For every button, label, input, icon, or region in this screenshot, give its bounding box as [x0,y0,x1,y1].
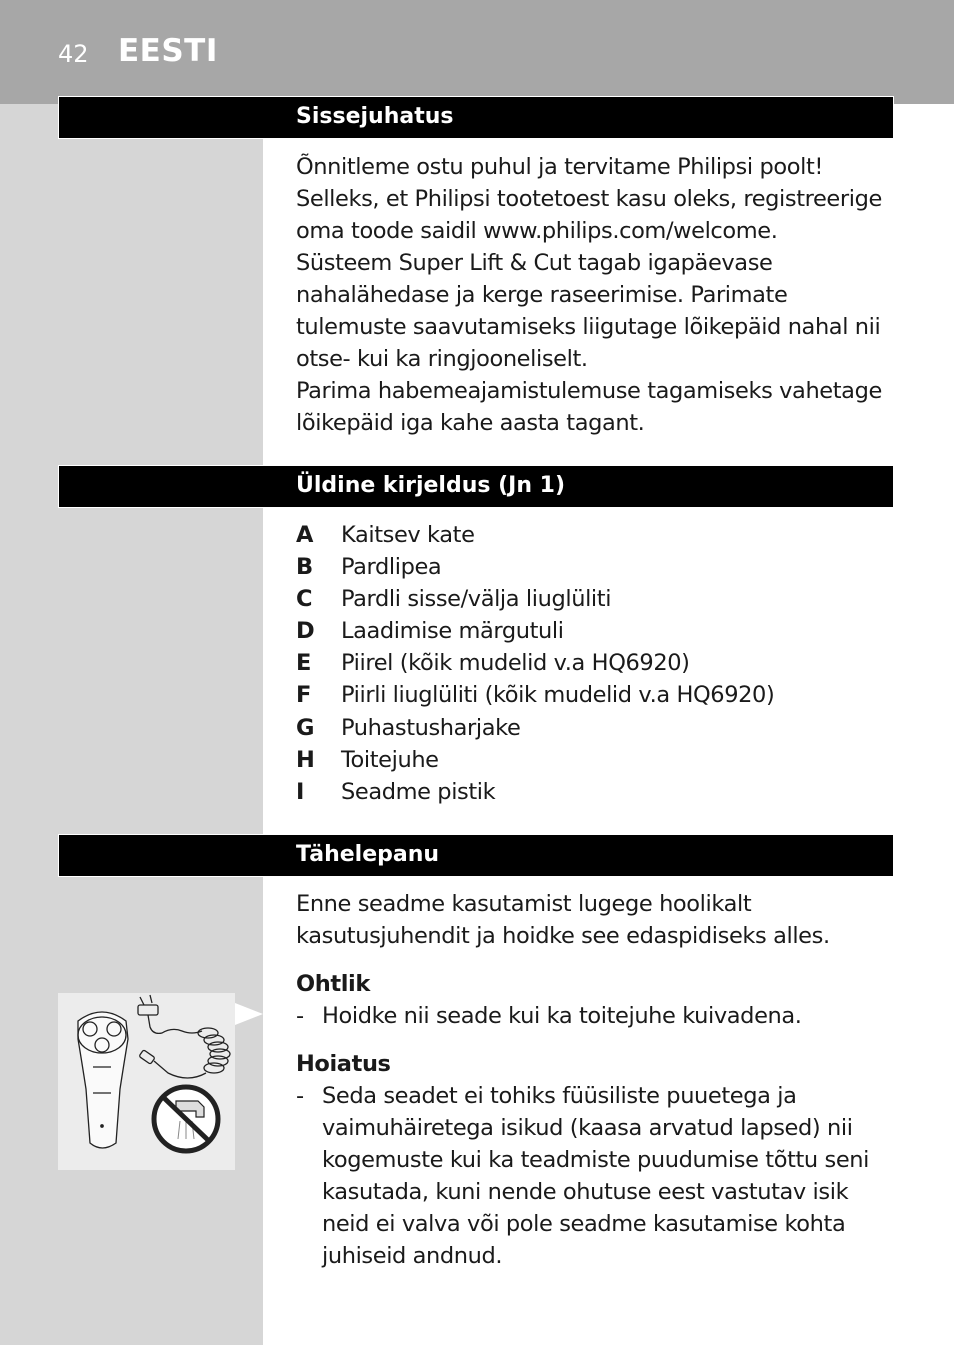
list-item [296,519,896,551]
warning-line: vaimuhäiretega isikud (kaasa arvatud lapsed) nii [322,1115,853,1141]
item-text: Laadimise märgutuli [341,618,564,645]
list-item [296,583,896,615]
list-item [296,744,896,776]
intro-text [296,151,896,439]
page-number: 42 [58,40,89,68]
item-text: Pardlipea [341,554,442,581]
list-item [296,615,896,647]
item-text: Kaitsev kate [341,522,475,548]
list-item [296,776,896,808]
intro-line: otse- kui ka ringjooneliselt. [296,346,588,372]
important-text [296,888,896,1272]
danger-heading: Ohtlik [296,971,370,997]
intro-line: Parima habemeajamistulemuse tagamiseks vahetage [296,378,882,404]
intro-line: Õnnitleme ostu puhul ja tervitame Philipsi poolt! [296,154,823,180]
section-title-general: Üldine kirjeldus (Jn 1) [296,473,566,498]
illustration-pointer [235,1003,263,1025]
danger-list [296,1000,896,1032]
item-text: Seadme pistik [341,778,496,805]
item-key: C [296,586,313,613]
item-text: Piirli liuglüliti (kõik mudelid v.a HQ6920) [341,682,775,709]
item-key: F [296,682,311,709]
item-key: D [296,618,315,645]
list-item [296,551,896,583]
item-key: G [296,714,315,741]
section-title-intro: Sissejuhatus [296,104,454,129]
warning-line: juhiseid andnud. [322,1243,503,1269]
item-key: I [296,778,304,805]
item-key: E [296,650,311,677]
section-bar-general [58,465,894,508]
important-intro-line: Enne seadme kasutamist lugege hoolikalt [296,891,752,917]
parts-list-container [296,519,896,808]
important-intro-line: kasutusjuhendit ja hoidke see edaspidiseks alles. [296,923,830,949]
item-key: A [296,522,314,548]
list-item [296,679,896,711]
dash-bullet: - [296,1003,304,1029]
intro-line: oma toode saidil www.philips.com/welcome. [296,218,778,244]
item-text: Pardli sisse/välja liuglüliti [341,586,612,613]
list-item [296,647,896,679]
intro-line: Selleks, et Philipsi tootetoest kasu oleks, registreerige [296,186,882,212]
warning-line: kasutada, kuni nende ohutuse eest vastutav isik [322,1179,849,1205]
danger-line: Hoidke nii seade kui ka toitejuhe kuivadena. [322,1003,802,1029]
warning-line: neid ei valva või pole seadme kasutamise kohta [322,1211,846,1237]
warning-list [296,1080,896,1272]
section-bar-intro [58,96,894,139]
dash-bullet: - [296,1083,304,1109]
power-plug-icon [138,995,230,1078]
section-bar-important [58,834,894,877]
warning-line: kogemuste kui ka teadmiste puudumise tõttu seni [322,1147,870,1173]
intro-line: tulemuste saavutamiseks liigutage lõikepäid nahal nii [296,314,881,340]
intro-line: nahalähedase ja kerge raseerimise. Parimate [296,282,788,308]
list-item [296,1080,896,1272]
intro-line: lõikepäid iga kahe aasta tagant. [296,410,645,436]
item-key: B [296,554,313,581]
item-text: Puhastusharjake [341,714,521,741]
warning-line: Seda seadet ei tohiks füüsiliste puuetega ja [322,1083,797,1109]
illustration-svg [58,993,235,1170]
safety-illustration [58,993,235,1170]
shaver-icon [78,1012,128,1148]
warning-heading: Hoiatus [296,1051,391,1077]
language-heading: EESTI [118,33,218,69]
item-text: Toitejuhe [341,746,439,773]
parts-list [296,519,896,808]
no-water-icon [154,1087,218,1151]
list-item [296,1000,896,1032]
item-key: H [296,746,315,773]
item-text: Piirel (kõik mudelid v.a HQ6920) [341,650,690,677]
intro-line: Süsteem Super Lift & Cut tagab igapäevase [296,250,773,276]
list-item [296,712,896,744]
section-title-important: Tähelepanu [296,842,440,867]
